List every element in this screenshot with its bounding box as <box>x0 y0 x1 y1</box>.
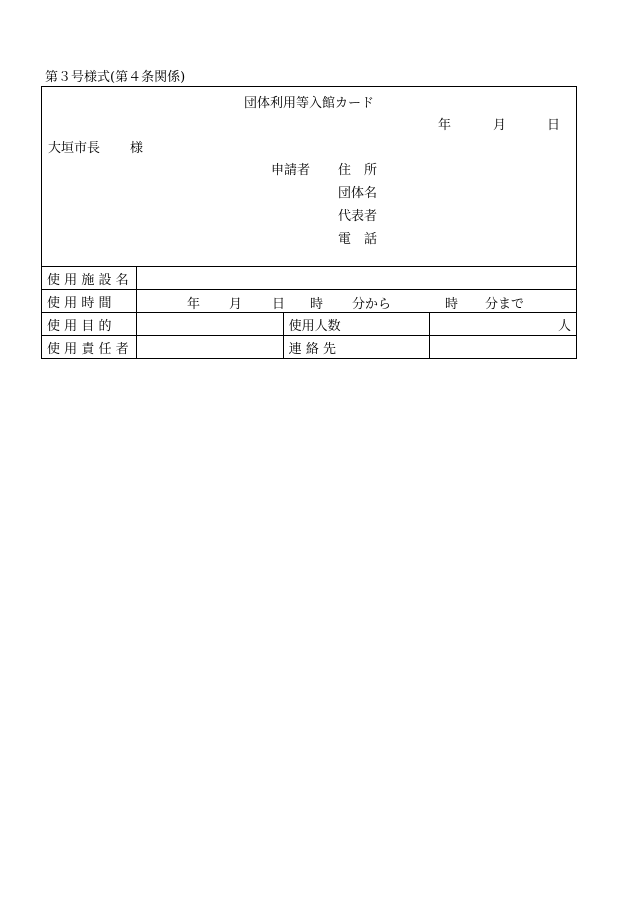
group-name-field-label: 団体名 <box>338 186 378 201</box>
form-number: 第３号様式(第４条関係) <box>45 70 186 85</box>
contact-label: 連絡先 <box>283 336 430 359</box>
card-title: 団体利用等入館カード <box>243 96 374 111</box>
usage-end-minute-label: 分まで <box>485 297 525 312</box>
usage-end-hour-label: 時 <box>445 297 459 312</box>
usage-month-label: 月 <box>229 297 243 312</box>
people-unit: 人 <box>557 318 571 334</box>
usage-start-minute-label: 分から <box>352 297 392 312</box>
table-row <box>42 267 577 290</box>
applicant-label: 申請者 <box>271 163 311 178</box>
phone-field-label: 電 話 <box>338 232 378 247</box>
responsible-person-label: 使用責任者 <box>42 336 137 359</box>
usage-time-label: 使用時間 <box>42 290 137 313</box>
date-day-label: 日 <box>547 118 561 133</box>
application-card <box>41 86 577 267</box>
usage-year-label: 年 <box>187 297 201 312</box>
purpose-cell <box>137 313 284 336</box>
facility-name-label: 使用施設名 <box>42 267 137 290</box>
facility-name-cell <box>137 267 577 290</box>
responsible-person-cell <box>137 336 284 359</box>
usage-day-label: 日 <box>272 297 286 312</box>
people-count-label: 使用人数 <box>283 313 430 336</box>
addressee-honorific: 様 <box>130 141 144 156</box>
usage-start-hour-label: 時 <box>310 297 324 312</box>
purpose-label: 使用目的 <box>42 313 137 336</box>
contact-cell <box>430 336 577 359</box>
table-row <box>42 290 577 313</box>
date-month-label: 月 <box>493 118 507 133</box>
people-count-cell <box>430 313 577 336</box>
date-year-label: 年 <box>438 118 452 133</box>
usage-time-cell <box>137 290 577 313</box>
table-row <box>42 313 577 336</box>
table-row <box>42 336 577 359</box>
usage-details-table <box>41 266 577 359</box>
addressee-name: 大垣市長 <box>48 141 101 156</box>
usage-time-line <box>142 290 571 312</box>
representative-field-label: 代表者 <box>338 209 378 224</box>
address-field-label: 住 所 <box>338 163 378 178</box>
